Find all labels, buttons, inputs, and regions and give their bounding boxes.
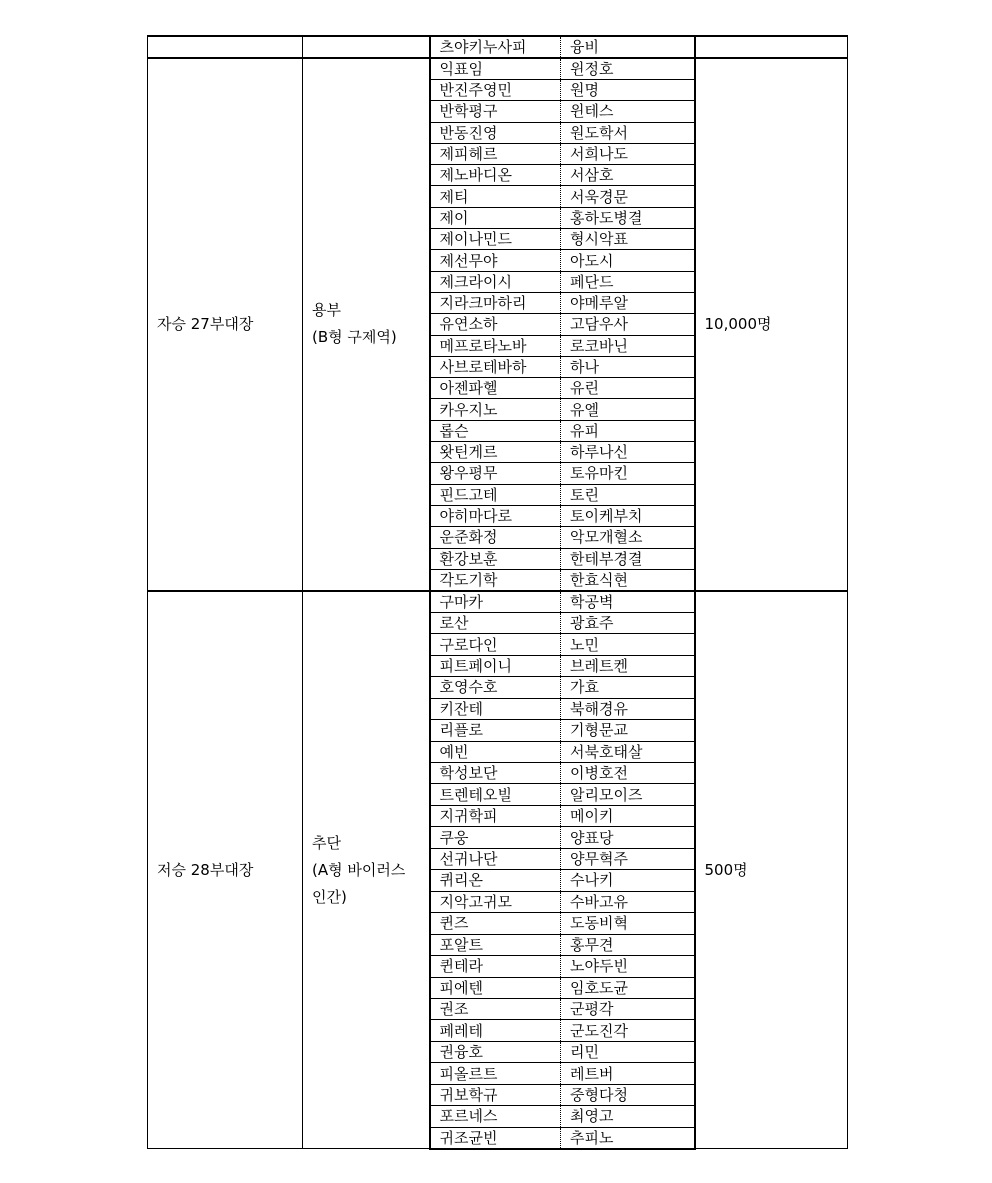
name-cell: 야히마다로 xyxy=(430,505,561,526)
name-cell: 임호도균 xyxy=(561,977,695,998)
name-cell: 퀸테라 xyxy=(430,956,561,977)
name-cell: 왓틴게르 xyxy=(430,442,561,463)
name-cell: 제피헤르 xyxy=(430,143,561,164)
name-cell: 퀸즈 xyxy=(430,913,561,934)
name-cell: 권조 xyxy=(430,998,561,1019)
name-cell: 야메루알 xyxy=(561,292,695,313)
name-cell: 한테부경결 xyxy=(561,548,695,569)
name-cell: 피트페이니 xyxy=(430,655,561,676)
type-cell xyxy=(303,58,430,591)
name-cell: 카우지노 xyxy=(430,399,561,420)
name-cell: 도동비혁 xyxy=(561,913,695,934)
name-cell: 원명 xyxy=(561,80,695,101)
name-cell: 귀조균빈 xyxy=(430,1127,561,1149)
name-cell: 서욱경문 xyxy=(561,186,695,207)
name-cell: 악모개혈소 xyxy=(561,527,695,548)
table-row xyxy=(148,36,848,58)
type-line: (B형 구제역) xyxy=(312,328,397,347)
count-cell: 10,000명 xyxy=(695,58,848,591)
name-cell: 군평각 xyxy=(561,998,695,1019)
name-cell: 노민 xyxy=(561,634,695,655)
name-cell: 로산 xyxy=(430,612,561,633)
table-row xyxy=(148,591,848,613)
name-cell: 토린 xyxy=(561,484,695,505)
unit-cell: 저승 28부대장 xyxy=(148,591,303,1149)
name-cell: 롭슨 xyxy=(430,420,561,441)
name-cell: 가효 xyxy=(561,677,695,698)
name-cell: 제이 xyxy=(430,207,561,228)
name-cell: 퀴리온 xyxy=(430,870,561,891)
name-cell: 메이키 xyxy=(561,805,695,826)
name-cell: 피에텐 xyxy=(430,977,561,998)
name-cell: 노야두빈 xyxy=(561,956,695,977)
name-cell: 페단드 xyxy=(561,271,695,292)
name-cell: 츠야키누사피 xyxy=(430,36,561,58)
name-cell: 리민 xyxy=(561,1041,695,1062)
name-cell: 아도시 xyxy=(561,250,695,271)
type-line: 인간) xyxy=(312,887,347,906)
name-cell: 하루나신 xyxy=(561,442,695,463)
name-cell: 융비 xyxy=(561,36,695,58)
name-cell: 메프로타노바 xyxy=(430,335,561,356)
name-cell: 군도진각 xyxy=(561,1020,695,1041)
table-row xyxy=(148,58,848,80)
name-cell: 귀보학규 xyxy=(430,1084,561,1105)
name-cell: 유엘 xyxy=(561,399,695,420)
name-cell: 홍무견 xyxy=(561,934,695,955)
name-cell: 양표당 xyxy=(561,827,695,848)
name-cell: 최영고 xyxy=(561,1106,695,1127)
name-cell: 반진주영민 xyxy=(430,80,561,101)
count-cell xyxy=(695,36,848,58)
name-cell: 각도기학 xyxy=(430,569,561,591)
name-cell: 알리모이즈 xyxy=(561,784,695,805)
type-line: (A형 바이러스 xyxy=(312,860,406,879)
name-cell: 홍하도병결 xyxy=(561,207,695,228)
name-cell: 제노바디온 xyxy=(430,165,561,186)
name-cell: 구로다인 xyxy=(430,634,561,655)
name-cell: 추피노 xyxy=(561,1127,695,1149)
name-cell: 반학평구 xyxy=(430,101,561,122)
name-cell: 브레트켄 xyxy=(561,655,695,676)
name-cell: 선귀나단 xyxy=(430,848,561,869)
name-cell: 핀드고테 xyxy=(430,484,561,505)
name-cell: 윈정호 xyxy=(561,58,695,80)
name-cell: 익표임 xyxy=(430,58,561,80)
name-cell: 지귀학피 xyxy=(430,805,561,826)
name-cell: 고담우사 xyxy=(561,314,695,335)
name-cell: 쿠웅 xyxy=(430,827,561,848)
name-cell: 북해경유 xyxy=(561,698,695,719)
name-cell: 지라크마하리 xyxy=(430,292,561,313)
name-cell: 환강보훈 xyxy=(430,548,561,569)
name-cell: 토유마킨 xyxy=(561,463,695,484)
name-cell: 피올르트 xyxy=(430,1063,561,1084)
type-line: 용부 xyxy=(312,301,341,320)
type-line: 추단 xyxy=(312,833,341,852)
type-cell xyxy=(303,36,430,58)
name-cell: 윈테스 xyxy=(561,101,695,122)
name-cell: 지악고귀모 xyxy=(430,891,561,912)
name-cell: 호영수호 xyxy=(430,677,561,698)
unit-cell xyxy=(148,36,303,58)
unit-table xyxy=(147,35,848,1150)
name-cell: 사브로테바하 xyxy=(430,356,561,377)
name-cell: 학성보단 xyxy=(430,763,561,784)
name-cell: 하나 xyxy=(561,356,695,377)
name-cell: 포르네스 xyxy=(430,1106,561,1127)
count-cell: 500명 xyxy=(695,591,848,1149)
name-cell: 제크라이시 xyxy=(430,271,561,292)
name-cell: 리플로 xyxy=(430,720,561,741)
name-cell: 제이나민드 xyxy=(430,229,561,250)
name-cell: 서희나도 xyxy=(561,143,695,164)
name-cell: 한효식현 xyxy=(561,569,695,591)
name-cell: 수바고유 xyxy=(561,891,695,912)
name-cell: 원도학서 xyxy=(561,122,695,143)
name-cell: 유연소하 xyxy=(430,314,561,335)
name-cell: 기형문교 xyxy=(561,720,695,741)
name-cell: 학공벽 xyxy=(561,591,695,613)
unit-cell: 자승 27부대장 xyxy=(148,58,303,591)
name-cell: 반동진영 xyxy=(430,122,561,143)
name-cell: 구마카 xyxy=(430,591,561,613)
name-cell: 광효주 xyxy=(561,612,695,633)
name-cell: 아젠파헬 xyxy=(430,378,561,399)
type-cell xyxy=(303,591,430,1149)
name-cell: 토이케부치 xyxy=(561,505,695,526)
name-cell: 제티 xyxy=(430,186,561,207)
name-cell: 운준화정 xyxy=(430,527,561,548)
name-cell: 예빈 xyxy=(430,741,561,762)
name-cell: 형시악표 xyxy=(561,229,695,250)
name-cell: 서삼호 xyxy=(561,165,695,186)
name-cell: 이병호전 xyxy=(561,763,695,784)
name-cell: 서북호태살 xyxy=(561,741,695,762)
name-cell: 권융호 xyxy=(430,1041,561,1062)
name-cell: 유린 xyxy=(561,378,695,399)
name-cell: 제선무야 xyxy=(430,250,561,271)
name-cell: 중형다청 xyxy=(561,1084,695,1105)
name-cell: 양무혁주 xyxy=(561,848,695,869)
name-cell: 수나키 xyxy=(561,870,695,891)
name-cell: 포알트 xyxy=(430,934,561,955)
name-cell: 레트버 xyxy=(561,1063,695,1084)
name-cell: 트렌테오빌 xyxy=(430,784,561,805)
name-cell: 키잔테 xyxy=(430,698,561,719)
name-cell: 유피 xyxy=(561,420,695,441)
name-cell: 왕우평무 xyxy=(430,463,561,484)
name-cell: 로코바닌 xyxy=(561,335,695,356)
name-cell: 페레테 xyxy=(430,1020,561,1041)
